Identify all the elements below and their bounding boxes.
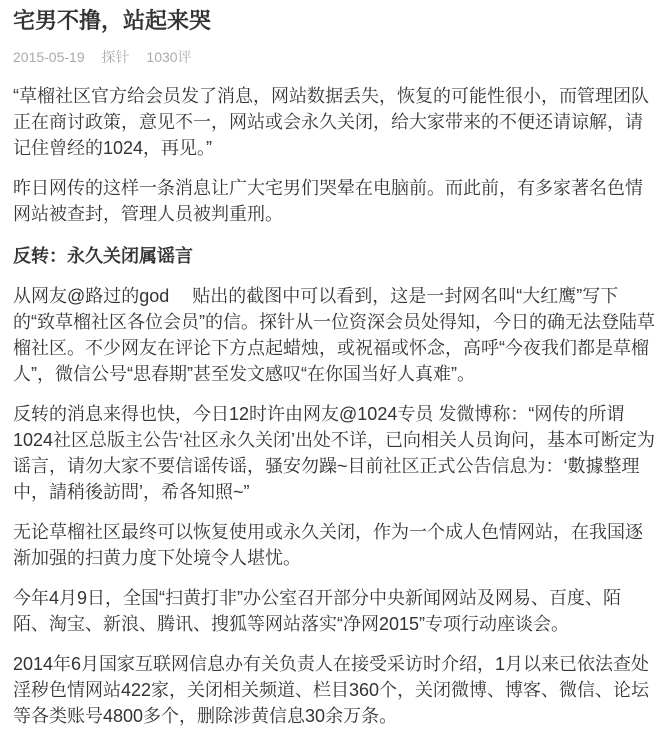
paragraph-news-spread: 昨日网传的这样一条消息让广大宅男们哭晕在电脑前。而此前，有多家著名色情网站被查封，管理人员被判重刑。 [13,178,643,224]
page-title: 宅男不撸，站起来哭 [13,8,212,33]
paragraph-site-announcement-quote: “草榴社区官方给会员发了消息，网站数据丢失，恢复的可能性很小，而管理团队正在商讨政策，意见不一，网站或会永久关闭，给大家带来的不便还请谅解，请记住曾经的1024，再见。” [13,86,649,158]
article-meta [13,48,656,66]
paragraph-weibo-clarification: 反转的消息来得也快，今日12时许由网友@1024专员 发微博称：“网传的所谓1024社区总版主公告‘社区永久关闭’出处不详，已向相关人员询问，基本可断定为谣言，请勿大家不要信谣传谣，骚安勿躁~目前社区正式公告信息为：‘數據整理中，請稍後訪問’，希各知照~” [13,404,656,502]
paragraph-cleannet-2015-meeting: 今年4月9日，全国“扫黄打非”办公室召开部分中央新闻网站及网易、百度、陌陌、淘宝、新浪、腾讯、搜狐等网站落实“净网2015”专项行动座谈会。 [13,588,622,634]
article-body [13,83,656,729]
paragraph-2014-enforcement-stats: 2014年6月国家互联网信息办有关负责人在接受采访时介绍，1月以来已依法查处淫秽色情网站422家，关闭相关频道、栏目360个，关闭微博、博客、微信、论坛等各类账号4800多个，删除涉黄信息30余万条。 [13,654,650,726]
section-heading-rumor-reversal: 反转：永久关闭属谣言 [13,246,193,266]
article-date: 2015-05-19 [13,49,85,65]
article-comment-count: 1030评 [146,49,192,65]
article-author: 探针 [101,49,130,65]
paragraph-screenshot-source: 从网友@路过的god 贴出的截图中可以看到，这是一封网名叫“大红鹰”写下的“致草榴社区各位会员”的信。探针从一位资深会员处得知，今日的确无法登陆草榴社区。不少网友在评论下方点起蜡烛，或祝福或怀念，高呼“今夜我们都是草榴人”，微信公号“思春期”甚至发文感叹“在你国当好人真难”。 [13,286,655,384]
paragraph-site-outlook: 无论草榴社区最终可以恢复使用或永久关闭，作为一个成人色情网站，在我国逐渐加强的扫黄力度下处境令人堪忧。 [13,522,643,568]
